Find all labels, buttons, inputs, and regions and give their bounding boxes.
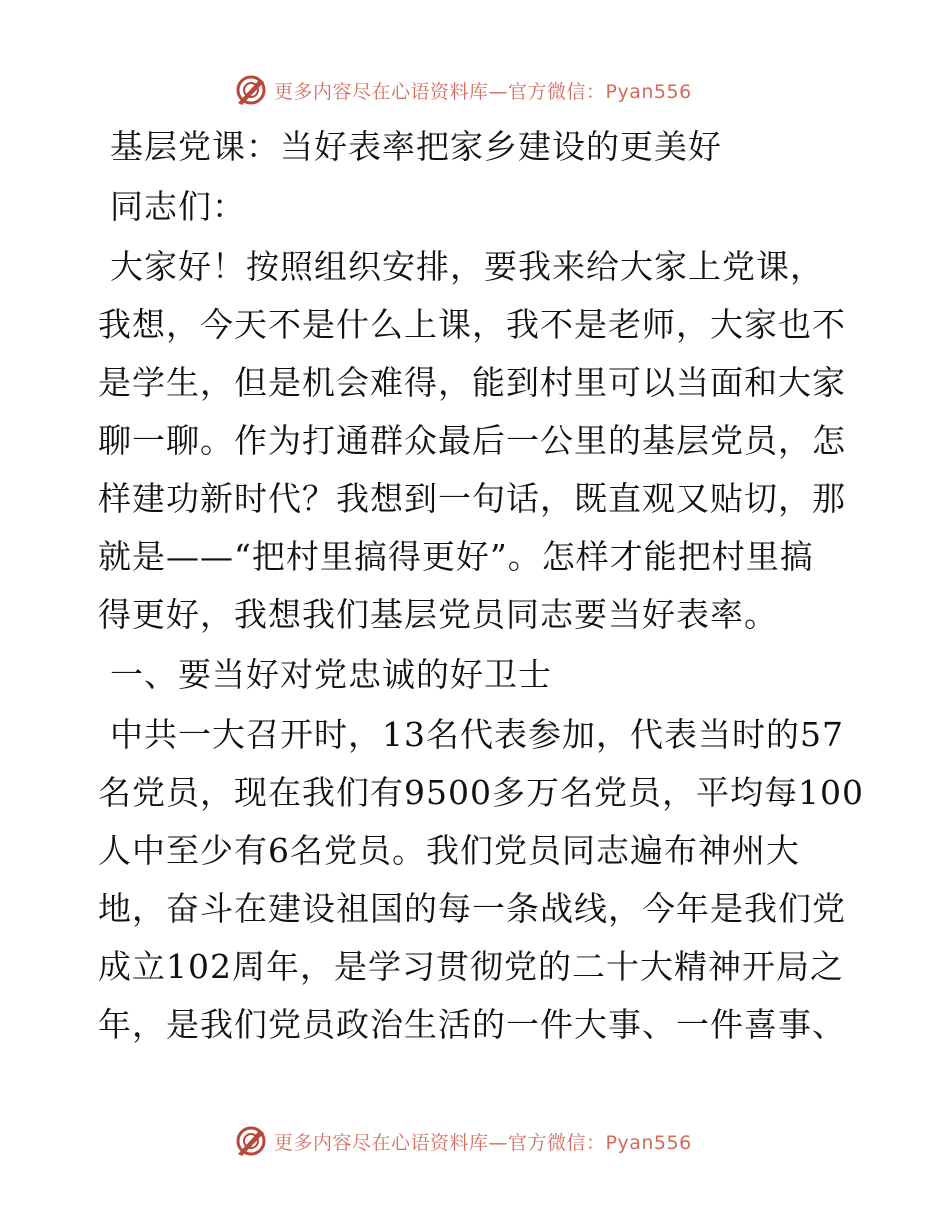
paragraph-line: 我想，今天不是什么上课，我不是老师，大家也不	[98, 305, 846, 344]
document-title: 基层党课：当好表率把家乡建设的更美好	[110, 127, 722, 166]
header-watermark	[234, 70, 692, 110]
paragraph-intro	[98, 238, 858, 644]
paragraph-line: 就是——“把村里搞得更好”。怎样才能把村里搞	[98, 537, 814, 576]
paragraph-line: 地，奋斗在建设祖国的每一条战线，今年是我们党	[98, 889, 846, 928]
watermark-text: 更多内容尽在心语资料库—官方微信：Pyan556	[274, 80, 692, 103]
footer-watermark	[234, 1121, 692, 1161]
paragraph-line: 年，是我们党员政治生活的一件大事、一件喜事、	[98, 1005, 846, 1044]
paragraph-line: 中共一大召开时，13名代表参加，代表当时的57	[110, 715, 844, 754]
paragraph-line: 成立102周年，是学习贯彻党的二十大精神开局之	[98, 947, 844, 986]
section-heading: 一、要当好对党忠诚的好卫士	[110, 655, 552, 694]
paragraph-line: 人中至少有6名党员。我们党员同志遍布神州大	[98, 831, 800, 870]
pen-logo-icon	[234, 73, 268, 107]
paragraph-line: 得更好，我想我们基层党员同志要当好表率。	[98, 595, 778, 634]
watermark-text: 更多内容尽在心语资料库—官方微信：Pyan556	[274, 1131, 692, 1154]
paragraph-line: 大家好！按照组织安排，要我来给大家上党课，	[110, 247, 824, 286]
document-body	[98, 118, 864, 1054]
paragraph-section-one	[98, 706, 864, 1054]
paragraph-line: 是学生，但是机会难得，能到村里可以当面和大家	[98, 363, 846, 402]
pen-logo-icon	[234, 1124, 268, 1158]
paragraph-line: 名党员，现在我们有9500多万名党员，平均每100	[98, 773, 864, 812]
paragraph-line: 聊一聊。作为打通群众最后一公里的基层党员，怎	[98, 421, 846, 460]
salutation: 同志们：	[110, 187, 246, 226]
paragraph-line: 样建功新时代？我想到一句话，既直观又贴切，那	[98, 479, 846, 518]
